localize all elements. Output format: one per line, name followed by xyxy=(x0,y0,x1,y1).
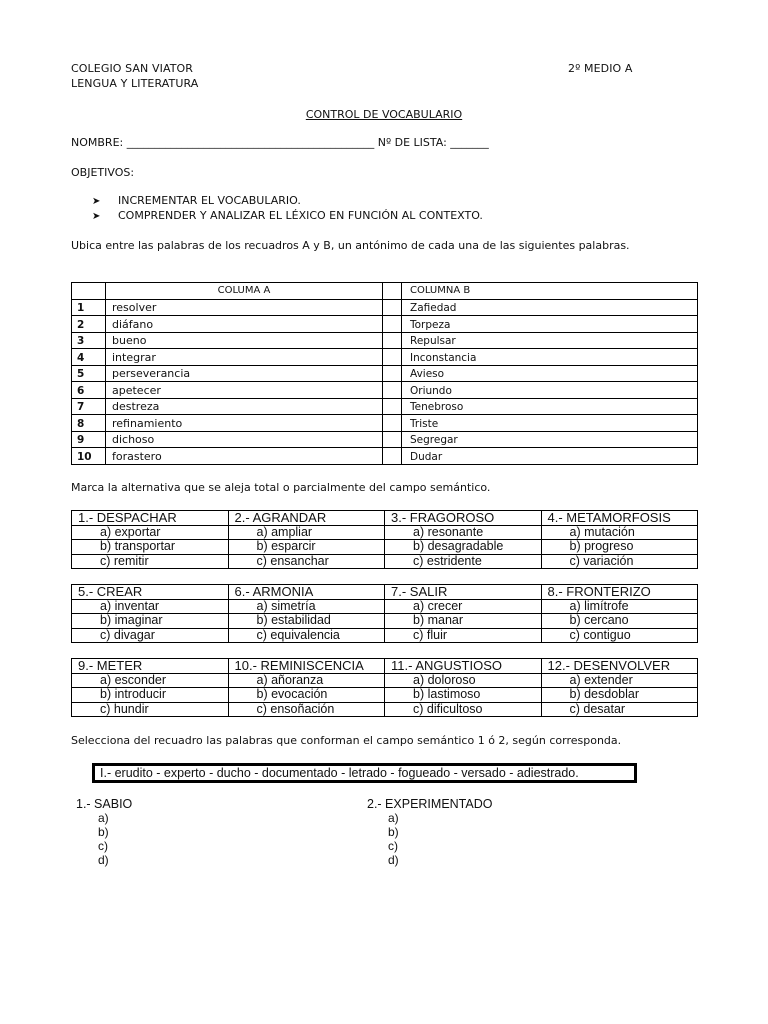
antonym-word-a-cell: destreza xyxy=(106,398,383,415)
semantic-word-heading: 4.- METAMORFOSIS xyxy=(541,511,698,526)
arrow-bullet-icon: ➤ xyxy=(92,196,101,207)
antonym-number-cell: 5 xyxy=(72,365,106,382)
semantic-option-row xyxy=(72,540,698,555)
word-box: I.- erudito - experto - ducho - documentado - letrado - fogueado - versado - adiestrado. xyxy=(92,763,637,783)
antonym-table-header xyxy=(72,283,698,300)
semantic-grid-1 xyxy=(71,510,698,569)
semantic-grid-2 xyxy=(71,584,698,643)
semantic-word-heading: 8.- FRONTERIZO xyxy=(541,585,698,600)
antonym-number-cell: 7 xyxy=(72,398,106,415)
semantic-word-heading: 11.- ANGUSTIOSO xyxy=(385,659,542,674)
page-title: CONTROL DE VOCABULARIO xyxy=(305,108,463,121)
antonym-number-cell: 10 xyxy=(72,448,106,465)
antonym-row xyxy=(72,398,698,415)
semantic-option[interactable]: c) dificultoso xyxy=(385,702,542,717)
antonym-row xyxy=(72,431,698,448)
antonym-word-b-cell: Inconstancia xyxy=(402,349,698,366)
semantic-word-heading: 9.- METER xyxy=(72,659,229,674)
semantic-option-row xyxy=(72,628,698,643)
semantic-option[interactable]: a) extender xyxy=(541,673,698,688)
semantic-option[interactable]: b) lastimoso xyxy=(385,688,542,703)
semantic-option[interactable]: a) ampliar xyxy=(228,525,385,540)
antonym-word-b-cell: Oriundo xyxy=(402,382,698,399)
antonym-word-b-cell: Zafiedad xyxy=(402,299,698,316)
antonym-word-b-cell: Segregar xyxy=(402,431,698,448)
antonym-word-a-cell: perseverancia xyxy=(106,365,383,382)
antonym-row xyxy=(72,365,698,382)
objectives-label: OBJETIVOS: xyxy=(71,166,135,179)
semantic-option[interactable]: a) esconder xyxy=(72,673,229,688)
semantic-word-heading: 6.- ARMONIA xyxy=(228,585,385,600)
antonym-number-cell: 2 xyxy=(72,316,106,333)
semantic-option[interactable]: b) transportar xyxy=(72,540,229,555)
question-1-title: 1.- SABIO xyxy=(76,797,133,811)
semantic-word-heading: 10.- REMINISCENCIA xyxy=(228,659,385,674)
semantic-option[interactable]: c) variación xyxy=(541,554,698,569)
semantic-option-row xyxy=(72,614,698,629)
semantic-option-row xyxy=(72,599,698,614)
antonym-word-b-cell: Torpeza xyxy=(402,316,698,333)
semantic-option[interactable]: a) resonante xyxy=(385,525,542,540)
semantic-option[interactable]: b) manar xyxy=(385,614,542,629)
semantic-head-row xyxy=(72,585,698,600)
antonym-word-a-cell: forastero xyxy=(106,448,383,465)
section3-instruction: Selecciona del recuadro las palabras que conforman el campo semántico 1 ó 2, según corresponda. xyxy=(71,734,622,747)
question-1-options xyxy=(98,811,109,867)
semantic-option[interactable]: a) limítrofe xyxy=(541,599,698,614)
column-a-header: COLUMA A xyxy=(106,283,383,300)
answer-line[interactable]: a) xyxy=(98,811,109,825)
antonym-row xyxy=(72,349,698,366)
name-line: NOMBRE: _____________________________________________ Nº DE LISTA: _______ xyxy=(71,136,489,149)
semantic-option-row xyxy=(72,525,698,540)
semantic-option-row xyxy=(72,673,698,688)
semantic-option[interactable]: c) desatar xyxy=(541,702,698,717)
semantic-option[interactable]: b) introducir xyxy=(72,688,229,703)
antonym-number-cell: 3 xyxy=(72,332,106,349)
antonym-word-b-cell: Avieso xyxy=(402,365,698,382)
answer-line[interactable]: c) xyxy=(388,839,398,853)
semantic-word-heading: 5.- CREAR xyxy=(72,585,229,600)
semantic-option[interactable]: c) hundir xyxy=(72,702,229,717)
antonym-word-a-cell: diáfano xyxy=(106,316,383,333)
antonym-word-b-cell: Tenebroso xyxy=(402,398,698,415)
school-name: COLEGIO SAN VIATOR xyxy=(71,62,194,75)
semantic-option[interactable]: c) divagar xyxy=(72,628,229,643)
semantic-option-row xyxy=(72,688,698,703)
semantic-option[interactable]: c) remitir xyxy=(72,554,229,569)
objective-item-2: ➤ COMPRENDER Y ANALIZAR EL LÉXICO EN FUNCIÓN AL CONTEXTO. xyxy=(92,209,483,222)
question-2-options xyxy=(388,811,399,867)
semantic-word-heading: 3.- FRAGOROSO xyxy=(385,511,542,526)
answer-line[interactable]: c) xyxy=(98,839,108,853)
question-2-title: 2.- EXPERIMENTADO xyxy=(367,797,493,811)
semantic-option[interactable]: c) ensoñación xyxy=(228,702,385,717)
antonym-number-cell: 8 xyxy=(72,415,106,432)
antonym-row xyxy=(72,299,698,316)
semantic-option[interactable]: b) evocación xyxy=(228,688,385,703)
semantic-option[interactable]: a) crecer xyxy=(385,599,542,614)
antonym-word-b-cell: Dudar xyxy=(402,448,698,465)
semantic-word-heading: 7.- SALIR xyxy=(385,585,542,600)
answer-line[interactable]: a) xyxy=(388,811,399,825)
semantic-option[interactable]: c) equivalencia xyxy=(228,628,385,643)
antonym-word-b-cell: Triste xyxy=(402,415,698,432)
objective-item-1: ➤ INCREMENTAR EL VOCABULARIO. xyxy=(92,194,301,207)
column-b-header: COLUMNA B xyxy=(402,283,698,300)
antonym-word-a-cell: bueno xyxy=(106,332,383,349)
semantic-option[interactable]: a) mutación xyxy=(541,525,698,540)
answer-line[interactable]: b) xyxy=(388,825,399,839)
section1-instruction: Ubica entre las palabras de los recuadros A y B, un antónimo de cada una de las siguientes palabras. xyxy=(71,239,630,252)
semantic-option[interactable]: c) fluir xyxy=(385,628,542,643)
semantic-option[interactable]: a) exportar xyxy=(72,525,229,540)
antonym-word-a-cell: apetecer xyxy=(106,382,383,399)
semantic-option[interactable]: b) imaginar xyxy=(72,614,229,629)
section2-instruction: Marca la alternativa que se aleja total o parcialmente del campo semántico. xyxy=(71,481,491,494)
semantic-option[interactable]: c) estridente xyxy=(385,554,542,569)
grade-label: 2º MEDIO A xyxy=(568,62,633,75)
semantic-option[interactable]: c) contiguo xyxy=(541,628,698,643)
semantic-option[interactable]: a) inventar xyxy=(72,599,229,614)
semantic-option[interactable]: b) desdoblar xyxy=(541,688,698,703)
semantic-option[interactable]: a) simetría xyxy=(228,599,385,614)
antonym-row xyxy=(72,448,698,465)
semantic-word-heading: 12.- DESENVOLVER xyxy=(541,659,698,674)
antonym-number-cell: 4 xyxy=(72,349,106,366)
antonym-word-a-cell: refinamiento xyxy=(106,415,383,432)
semantic-option-row xyxy=(72,702,698,717)
antonym-row xyxy=(72,316,698,333)
semantic-option[interactable]: b) cercano xyxy=(541,614,698,629)
semantic-option[interactable]: b) estabilidad xyxy=(228,614,385,629)
arrow-bullet-icon: ➤ xyxy=(92,211,101,222)
semantic-head-row xyxy=(72,511,698,526)
antonym-number-cell: 1 xyxy=(72,299,106,316)
semantic-option[interactable]: a) doloroso xyxy=(385,673,542,688)
antonym-word-a-cell: resolver xyxy=(106,299,383,316)
subject-name: LENGUA Y LITERATURA xyxy=(71,77,199,90)
semantic-word-heading: 2.- AGRANDAR xyxy=(228,511,385,526)
antonym-row xyxy=(72,382,698,399)
antonym-word-a-cell: integrar xyxy=(106,349,383,366)
semantic-option[interactable]: a) añoranza xyxy=(228,673,385,688)
semantic-option[interactable]: c) ensanchar xyxy=(228,554,385,569)
antonym-number-cell: 6 xyxy=(72,382,106,399)
antonym-word-a-cell: dichoso xyxy=(106,431,383,448)
answer-line[interactable]: d) xyxy=(388,853,399,867)
antonym-row xyxy=(72,332,698,349)
answer-line[interactable]: b) xyxy=(98,825,109,839)
semantic-option[interactable]: b) progreso xyxy=(541,540,698,555)
semantic-option-row xyxy=(72,554,698,569)
antonym-table xyxy=(71,282,698,465)
antonym-number-cell: 9 xyxy=(72,431,106,448)
answer-line[interactable]: d) xyxy=(98,853,109,867)
antonym-row xyxy=(72,415,698,432)
semantic-option[interactable]: b) desagradable xyxy=(385,540,542,555)
semantic-grid-3 xyxy=(71,658,698,717)
semantic-option[interactable]: b) esparcir xyxy=(228,540,385,555)
antonym-word-b-cell: Repulsar xyxy=(402,332,698,349)
semantic-word-heading: 1.- DESPACHAR xyxy=(72,511,229,526)
semantic-head-row xyxy=(72,659,698,674)
